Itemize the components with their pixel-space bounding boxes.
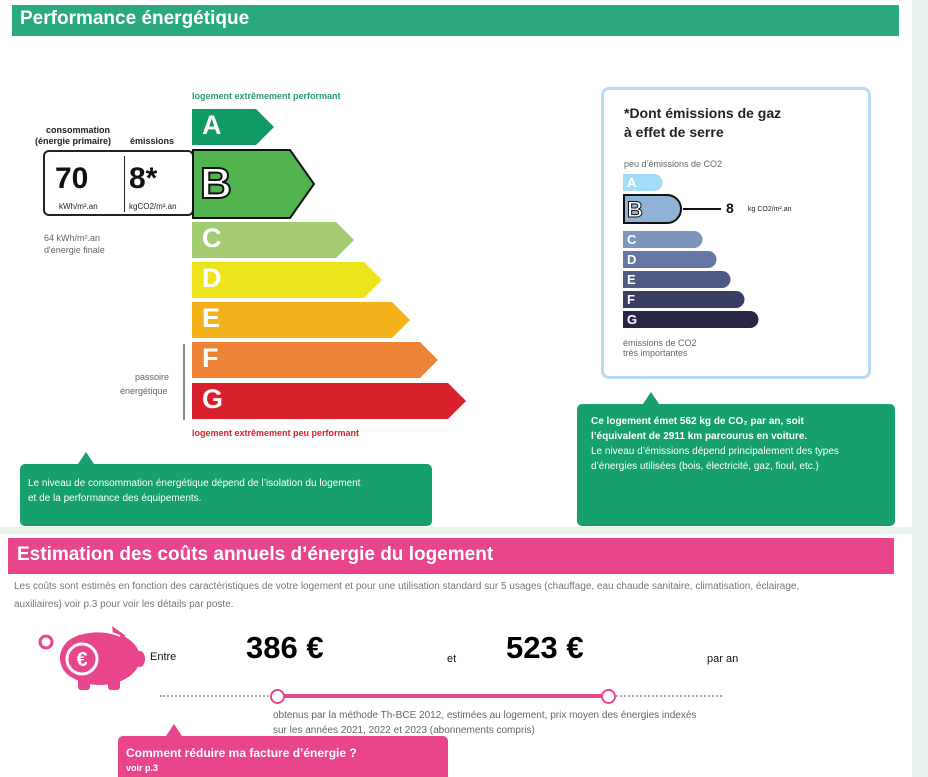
ges-e-shape (623, 271, 731, 288)
conso-sublabel: (énergie primaire) (35, 136, 112, 146)
top-performance-label: logement extrêmement performant (192, 91, 341, 101)
range-left-dots (160, 695, 276, 697)
ges-class-e-bar (623, 271, 731, 288)
range-right-dots (612, 695, 722, 697)
class-b-arrow-current (192, 149, 316, 219)
dpe-info-callout (20, 464, 432, 526)
reduce-bill-callout[interactable] (118, 736, 448, 777)
ges-class-c-bar (623, 231, 703, 248)
consumption-unit: kWh/m².an (59, 202, 98, 211)
method-line1: obtenus par la méthode Th-BCE 2012, estimées au logement, prix moyen des énergies indexés (273, 710, 697, 721)
emissions-value: 8* (129, 162, 158, 195)
ges-callout-line3: Le niveau d’émissions dépend principalement des types (591, 446, 839, 457)
class-e-shape (192, 302, 410, 338)
ges-value-line (683, 208, 721, 210)
ges-class-d-bar (623, 251, 717, 268)
ges-callout-tail (643, 392, 659, 404)
ges-a-letter: A (627, 175, 637, 190)
ges-b-letter: B (627, 197, 643, 222)
class-e-arrow (192, 302, 410, 338)
ges-bottom-label: émissions de CO2 (623, 338, 697, 348)
reduce-bill-title: Comment réduire ma facture d’énergie ? (126, 746, 357, 760)
class-d-letter: D (202, 263, 222, 293)
ges-d-shape (623, 251, 717, 268)
emissions-unit: kgCO2/m².an (129, 202, 177, 211)
passoire-bracket (183, 344, 185, 420)
dpe-header (12, 5, 899, 36)
ges-class-f-bar (623, 291, 745, 308)
bottom-performance-label: logement extrêmement peu performant (192, 428, 360, 438)
class-f-shape (192, 342, 438, 378)
ges-bottom-sublabel: très importantes (623, 348, 688, 358)
costs-intro-line2: auxiliaires) voir p.3 pour voir les détails par poste. (14, 599, 234, 610)
ges-top-label: peu d’émissions de CO2 (624, 159, 723, 169)
reduce-bill-link[interactable]: voir p.3 (126, 763, 159, 773)
ges-d-letter: D (627, 252, 637, 267)
ges-f-shape (623, 291, 745, 308)
range-bar (278, 694, 608, 698)
per-year-label: par an (707, 653, 739, 665)
svg-text:€: € (76, 649, 88, 671)
final-energy-label: d'énergie finale (44, 245, 105, 255)
class-e-letter: E (202, 303, 221, 333)
ges-callout-line4: d’énergies utilisées (bois, électricité, gaz, fioul, etc.) (591, 461, 819, 472)
range-max-marker (601, 689, 616, 704)
high-cost-value: 523 € (506, 630, 584, 665)
ges-g-letter: G (627, 312, 638, 327)
costs-header (8, 538, 894, 574)
piggy-bank-icon (36, 622, 146, 692)
method-line2: sur les années 2021, 2022 et 2023 (abonnements compris) (273, 725, 535, 736)
dpe-callout-line1: Le niveau de consommation énergétique dépend de l’isolation du logement (28, 478, 361, 489)
ges-e-letter: E (627, 272, 636, 287)
class-f-letter: F (202, 343, 219, 373)
between-label: Entre (150, 651, 177, 663)
class-f-arrow (192, 342, 438, 378)
dpe-title: Performance énergétique (20, 8, 250, 29)
ges-callout-line2: l’équivalent de 2911 km parcourus en voiture. (591, 431, 808, 442)
ges-value-unit: kg CO2/m².an (748, 206, 792, 213)
class-a-letter: A (202, 110, 222, 140)
ges-g-shape (623, 311, 759, 328)
dpe-callout-line2: et de la performance des équipements. (28, 493, 202, 504)
ges-class-g-bar (623, 311, 759, 328)
ges-info-callout (577, 404, 895, 526)
ges-class-a-bar (623, 174, 663, 191)
conso-label: consommation (46, 125, 111, 135)
class-d-arrow (192, 262, 382, 298)
emissions-label: émissions (130, 136, 175, 146)
range-min-marker (270, 689, 285, 704)
costs-title: Estimation des coûts annuels d’énergie du logement (17, 544, 494, 565)
class-c-letter: C (202, 223, 222, 253)
consumption-box (43, 150, 194, 216)
ges-f-letter: F (627, 292, 635, 307)
ges-callout-line1: Ce logement émet 562 kg de CO₂ par an, soit (591, 416, 804, 427)
ges-title-line1: *Dont émissions de gaz (624, 105, 782, 121)
ges-title (624, 104, 781, 142)
class-b-letter: B (200, 159, 232, 208)
passoire-label: passoire (135, 372, 170, 382)
costs-intro-line1: Les coûts sont estimés en fonction des caractéristiques de votre logement et pour une utilisation standard sur 5 usages (chauffage, eau chaude sanitaire, climatisation, éclairage, (14, 581, 800, 592)
reduce-callout-tail (166, 724, 182, 736)
class-g-shape (192, 383, 466, 419)
low-cost-value: 386 € (246, 630, 324, 665)
passoire-sublabel: énergétique (120, 386, 168, 396)
class-c-arrow (192, 222, 354, 258)
ges-value: 8 (726, 200, 734, 216)
class-g-arrow (192, 383, 466, 419)
ges-title-line2: à effet de serre (624, 124, 724, 140)
class-a-arrow (192, 109, 274, 145)
ges-class-b-bar-current (623, 194, 683, 224)
consumption-value: 70 (55, 162, 89, 195)
divider (124, 156, 125, 212)
final-energy-value: 64 kWh/m².an (44, 233, 101, 243)
ges-box (601, 87, 871, 379)
callout-tail (78, 452, 94, 464)
and-label: et (447, 653, 457, 665)
ges-c-letter: C (627, 232, 637, 247)
class-g-letter: G (202, 384, 224, 414)
